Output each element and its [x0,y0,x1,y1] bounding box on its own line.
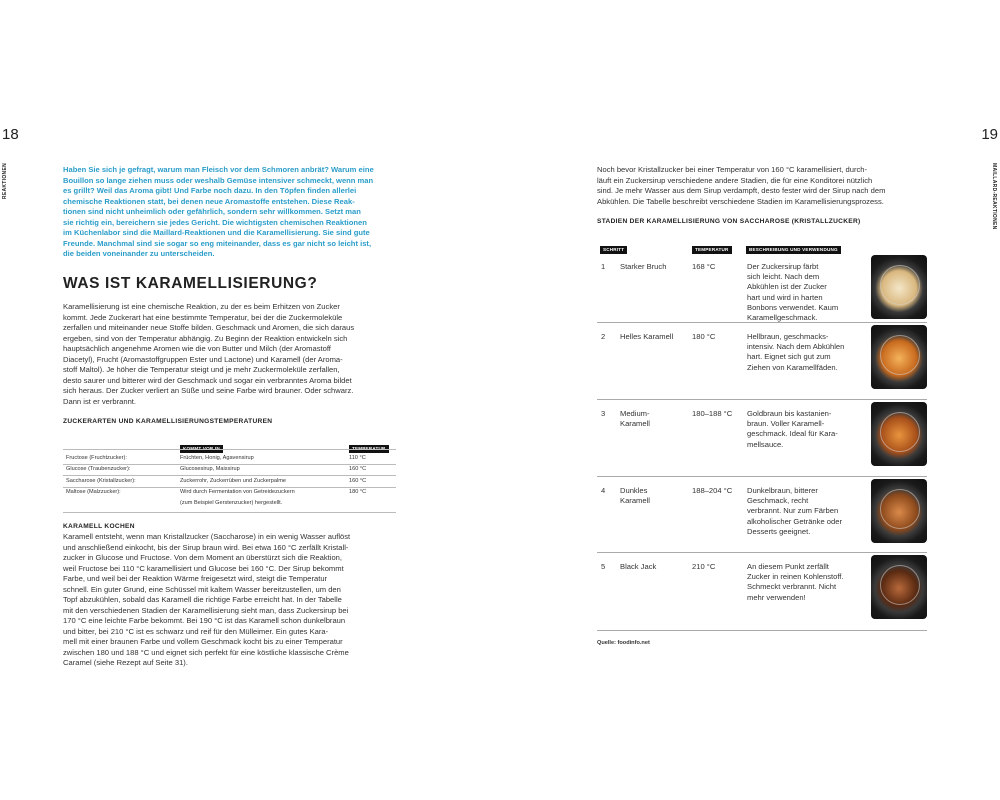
stage-number: 2 [601,332,606,341]
stage-name-line: Dunkles [620,486,648,495]
stage-name-line: Helles Karamell [620,332,674,341]
stage-name-line: Karamell [620,496,650,506]
caramel-pan-photo [871,402,927,466]
stage-description-line: hart und wird in harten [747,292,823,302]
stage-description-line: Bonbons verwendet. Kaum [747,302,839,312]
right-intro-line: Noch bevor Kristallzucker bei einer Temperatur von 160 °C karamellisiert, durch- [597,165,868,174]
stages-header-step: SCHRITT [600,238,627,256]
karamell-kochen-line: Karamell entsteht, wenn man Kristallzucker (Saccharose) in ein wenig Wasser auflöst [63,532,351,541]
stage-description-line: geschmack. Ideal für Kara- [747,429,838,439]
stage-description-line: Ziehen von Karamellfäden. [747,362,838,372]
stage-number: 3 [601,409,606,418]
sugar-name-cell: Saccharose (Kristallzucker): [66,478,136,484]
stage-description [747,409,838,450]
right-intro-line: sind. Je mehr Wasser aus dem Sirup verdampft, desto fester wird der Sirup nach dem [597,186,886,195]
sugar-source-cell: Zuckerrohr, Zuckerrüben und Zuckerpalme [180,478,287,484]
sugar-name-cell: Fructose (Fruchtzucker): [66,455,127,461]
body-line: zerfallen und miteinander neue Stoffe bilden. Geschmack und Aromen, die sich daraus [63,323,355,332]
sugar-table-title: ZUCKERARTEN UND KARAMELLISIERUNGSTEMPERATUREN [63,418,273,425]
right-intro-paragraph [597,165,937,207]
stage-description-line: Zucker in reinen Kohlenstoff. [747,572,844,582]
stage-description-line: intensiv. Nach dem Abkühlen [747,342,845,352]
page-title: WAS IST KARAMELLISIERUNG? [63,275,318,292]
stage-name-line: Karamell [620,419,650,429]
intro-line: chemische Reaktionen statt, bei denen neue Aromastoffe entstehen. Diese Reak- [63,196,355,206]
caramel-pan-photo [871,255,927,319]
stage-number: 4 [601,486,606,495]
sugar-table-header-source: KOMMT VOR IN [180,437,223,455]
karamell-kochen-line: schnell. Ein guter Grund, eine Schüssel mit kaltem Wasser bereitzustellen, um den [63,584,341,594]
table-row [63,487,396,513]
stages-table-title: STADIEN DER KARAMELLISIERUNG VON SACCHAROSE (KRISTALLZUCKER) [597,218,861,225]
karamell-kochen-line: mell mit einer braunen Farbe und vollem Geschmack kocht bis zu einer Temperatur [63,637,343,646]
side-label-right: MAILLARD-REAKTIONEN [991,163,997,230]
stage-number: 1 [601,262,606,271]
stage-description-line: Abkühlen ist der Zucker [747,282,827,292]
stage-temperature: 168 °C [692,262,716,271]
intro-line: die beiden voneinander zu unterscheiden. [63,249,215,259]
sugar-name-cell: Maltose (Malzzucker): [66,489,121,495]
page-number-right: 19 [981,126,998,143]
stage-description [747,262,838,323]
sugar-table-header-temp: TEMPERATUR [349,437,389,455]
caramel-pan-photo [871,325,927,389]
stage-description-line: Der Zuckersirup färbt [747,262,819,271]
sugar-source-cell: Wird durch Fermentation von Getreidezuckern [180,489,295,495]
sugar-table-top-rule [63,449,396,450]
karamell-kochen-line: Farbe, und weil bei der Reaktion Wärme freigesetzt wird, steigt die Temperatur [63,574,328,583]
stage-name [620,332,673,342]
stage-temperature: 180 °C [692,332,716,341]
karamell-kochen-line: weil Fructose bei 110 °C karamellisiert und Glucose bei 160 °C. Der Sirup bekommt [63,563,344,573]
stages-header-temp: TEMPERATUR [692,238,732,256]
stage-description-line: Goldbraun bis kastanien- [747,409,832,418]
stage-description [747,486,842,537]
stage-description-line: Geschmack, recht [747,496,809,506]
sugar-temp-cell: 160 °C [349,478,367,484]
table-row [597,476,927,553]
stage-description-line: mehr verwenden! [747,592,806,602]
stage-description-line: Schmeckt verbrannt. Nicht [747,582,837,592]
body-line: Karamellisierung ist eine chemische Reaktion, zu der es beim Erhitzen von Zucker [63,302,340,311]
stage-description-line: sich leicht. Nach dem [747,272,820,282]
stage-description-line: braun. Voller Karamell- [747,419,825,429]
body-line: kommt. Jede Zuckerart hat eine bestimmte Temperatur, bei der die Zuckermoleküle [63,312,343,322]
stage-name [620,262,666,272]
stage-description-line: Karamellgeschmack. [747,313,818,323]
source-note: Quelle: foodinfo.net [597,640,650,646]
sugar-source-cell: Früchten, Honig, Agavensirup [180,455,254,461]
karamell-kochen-line: 170 °C eine leichte Farbe bekommt. Bei 190 °C ist das Karamell schon dunkelbraun [63,616,346,625]
stages-header-desc: BESCHREIBUNG UND VERWENDUNG [746,238,841,256]
body-paragraph [63,302,403,407]
body-line: stoff Maltol). Je höher die Temperatur steigt und je mehr Zuckermoleküle zerfallen, [63,365,340,374]
karamell-kochen-line: zwischen 180 und 188 °C und eignet sich perfekt für eine köstliche klassische Crème [63,647,349,657]
sugar-temp-cell: 180 °C [349,489,367,495]
stage-description-line: Desserts geeignet. [747,526,811,536]
stage-description-line: Dunkelbraun, bitterer [747,486,818,495]
right-intro-line: Abkühlen. Die Tabelle beschreibt verschiedene Stadien im Karamellisierungsprozess. [597,196,884,206]
sugar-source-cell: (zum Beispiel Gerstenzucker) hergestellt. [180,500,283,506]
stage-description-line: Hellbraun, geschmacks- [747,332,829,341]
table-row [597,399,927,477]
stage-description-line: verbrannt. Nur zum Färben [747,506,839,516]
body-line: Dann ist er verbrannt. [63,396,137,406]
stage-name [620,562,656,572]
sugar-name-cell: Glucose (Traubenzucker): [66,466,131,472]
body-line: sich heraus. Der Zucker verliert an Süße und seine Farbe wird brauner. Oder schwarz. [63,386,354,395]
karamell-kochen-paragraph [63,532,403,669]
table-row [597,252,927,323]
stage-number: 5 [601,562,606,571]
caramel-pan-photo [871,479,927,543]
stage-name-line: Medium- [620,409,650,418]
intro-line: es grillt? Weil das Aroma gibt! Und Farbe noch dazu. In den Töpfen finden allerlei [63,186,357,196]
karamell-kochen-line: und anschließend einkocht, bis der Sirup braun wird. Bei etwa 160 °C zerfällt Kristall- [63,542,349,552]
stage-temperature: 180–188 °C [692,409,733,418]
stage-temperature: 188–204 °C [692,486,733,495]
karamell-kochen-line: mit den verschiedenen Stadien der Karamellisierung sieht man, dass Zuckersirup bei [63,605,349,615]
body-line: ergeben, sind von der Temperatur abhängig. Zu Beginn der Reaktion entwickeln sich [63,333,348,343]
stage-description-line: An diesem Punkt zerfällt [747,562,829,571]
sugar-temp-cell: 160 °C [349,466,367,472]
stage-name [620,486,650,506]
body-line: Diacetyl), Frucht (Aromastoffgruppen Ester und Lactone) und Karamell (der Aroma- [63,354,343,364]
karamell-kochen-line: Topf abzukühlen, sobald das Karamell die richtige Farbe erreicht hat. In der Tabelle [63,595,342,604]
intro-line: Haben Sie sich je gefragt, warum man Fleisch vor dem Schmoren anbrät? Warum eine [63,165,374,174]
stage-temperature: 210 °C [692,562,716,571]
sugar-source-cell: Glucosesirup, Maissirup [180,466,240,472]
intro-line: Freunde. Manchmal sind sie sogar so eng miteinander, dass es gar nicht so leicht ist, [63,238,372,248]
intro-paragraph [63,165,398,260]
stage-name-line: Black Jack [620,562,657,571]
body-line: desto saurer und bitterer wird der Geschmack und sogar ein verbranntes Aroma bildet [63,375,352,385]
body-line: hauptsächlich angenehme Aromen wie die von Butter und Milch (der Aromastoff [63,344,331,353]
intro-line: im Küchenlabor sind die Maillard-Reaktionen und die Karamellisierung. Sie sind gute [63,228,370,238]
page-number-left: 18 [2,126,19,143]
caramel-pan-photo [871,555,927,619]
sugar-temp-cell: 110 °C [349,455,366,461]
karamell-kochen-line: Caramel (siehe Rezept auf Seite 31). [63,658,188,667]
intro-line: tionen sind nicht unheimlich oder gefährlich, sondern sehr willkommen. Setzt man [63,207,361,217]
stage-description [747,562,844,603]
intro-line: sie richtig ein, bereichern sie jedes Gericht. Die wichtigsten chemischen Reaktionen [63,217,367,227]
stage-description [747,332,844,373]
stage-name-line: Starker Bruch [620,262,667,271]
stage-description-line: alkoholischer Getränke oder [747,516,842,526]
karamell-kochen-line: zucker in Glucose und Fructose. Von dem Moment an überstürzt sich die Reaktion, [63,553,342,562]
side-label-left: REAKTIONEN [2,163,8,200]
table-row [63,464,396,476]
stage-description-line: hart. Eignet sich gut zum [747,352,831,362]
table-row [597,322,927,400]
stage-name [620,409,650,429]
stage-description-line: mellsauce. [747,439,784,449]
intro-line: Bouillon so lange ziehen muss oder weshalb Gemüse intensiver schmeckt, wenn man [63,175,374,185]
right-intro-line: läuft ein Zuckersirup verschiedene andere Stadien, die für eine Konditorei nützlich [597,175,873,185]
table-row [597,552,927,631]
karamell-kochen-title: KARAMELL KOCHEN [63,523,135,530]
karamell-kochen-line: und bitter, bei 210 °C ist es schwarz und reif für den Mülleimer. Ein gutes Kara- [63,626,329,636]
